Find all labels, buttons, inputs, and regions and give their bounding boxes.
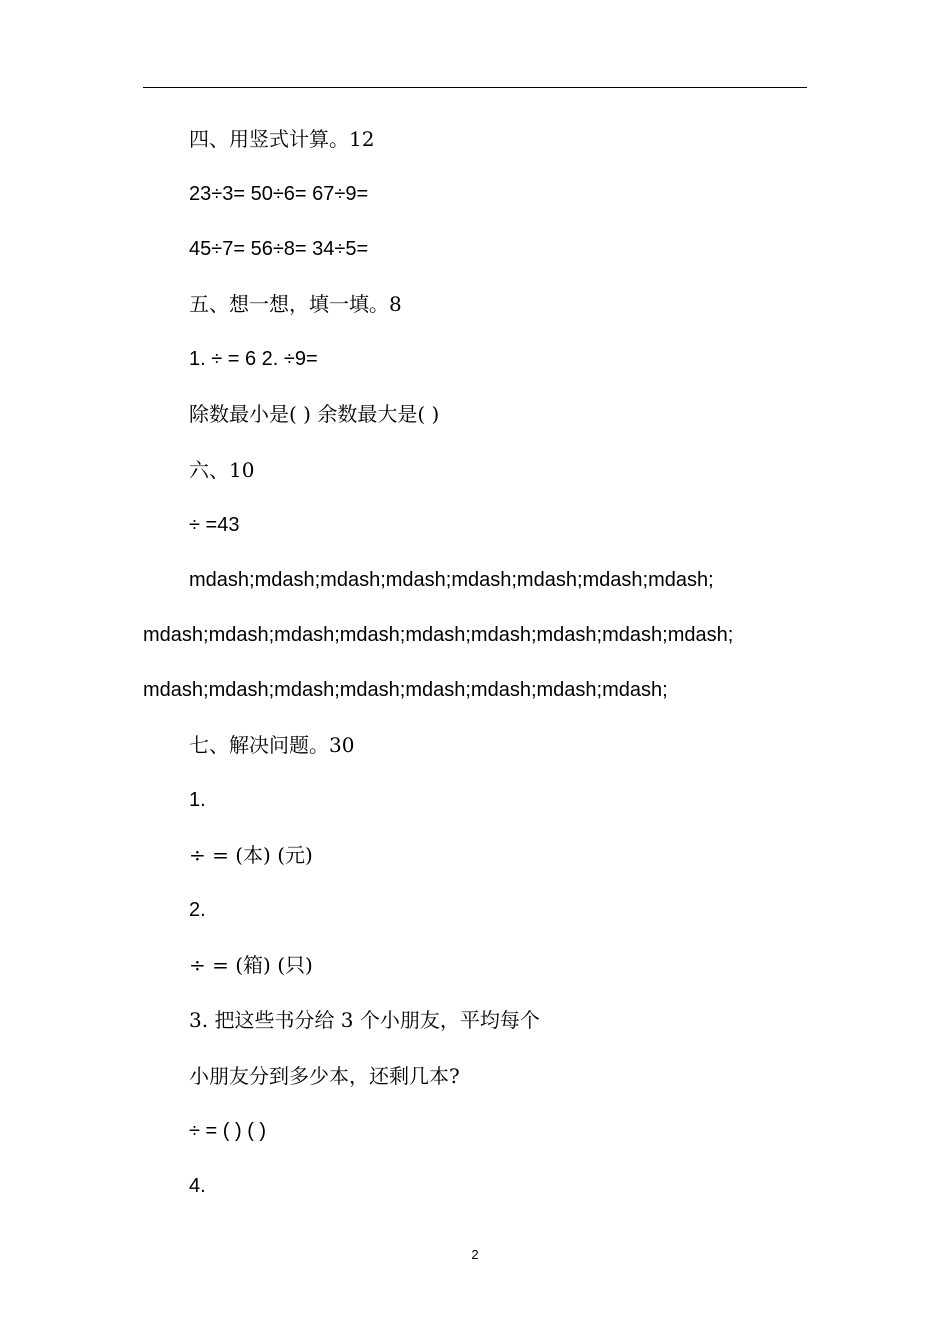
calc-line-1: 23÷3= 50÷6= 67÷9= xyxy=(189,183,369,205)
fill-in-line-1: 1. ÷ = 6 2. ÷9= xyxy=(189,348,318,370)
problem-3-equation: ÷ = ( ) ( ) xyxy=(189,1120,267,1142)
dash-line-1: mdash;mdash;mdash;mdash;mdash;mdash;mdash;mdash; xyxy=(189,569,714,591)
section-4-heading: 四、用竖式计算。12 xyxy=(189,127,375,151)
section-6-heading: 六、10 xyxy=(189,458,255,482)
problem-3-text-line-2: 小朋友分到多少本，还剩几本? xyxy=(189,1064,460,1088)
problem-1-equation: ÷ = (本) (元) xyxy=(189,843,313,867)
problem-3-text-line-1: 3. 把这些书分给 3 个小朋友，平均每个 xyxy=(189,1008,540,1032)
problem-2-number: 2. xyxy=(189,899,206,921)
problem-1-number: 1. xyxy=(189,789,206,811)
problem-2-equation: ÷ = (箱) (只) xyxy=(189,953,313,977)
dash-line-2: mdash;mdash;mdash;mdash;mdash;mdash;mdash;mdash;mdash; xyxy=(143,624,734,646)
header-rule xyxy=(143,87,807,88)
dash-line-3: mdash;mdash;mdash;mdash;mdash;mdash;mdash;mdash; xyxy=(143,679,668,701)
section-7-heading: 七、解决问题。30 xyxy=(189,733,355,757)
section-6-equation: ÷ =43 xyxy=(189,514,240,536)
section-5-heading: 五、想一想，填一填。8 xyxy=(189,292,402,316)
page-number: 2 xyxy=(471,1247,479,1262)
problem-4-number: 4. xyxy=(189,1175,206,1197)
calc-line-2: 45÷7= 56÷8= 34÷5= xyxy=(189,238,369,260)
fill-in-line-2: 除数最小是( ) 余数最大是( ) xyxy=(189,402,440,426)
